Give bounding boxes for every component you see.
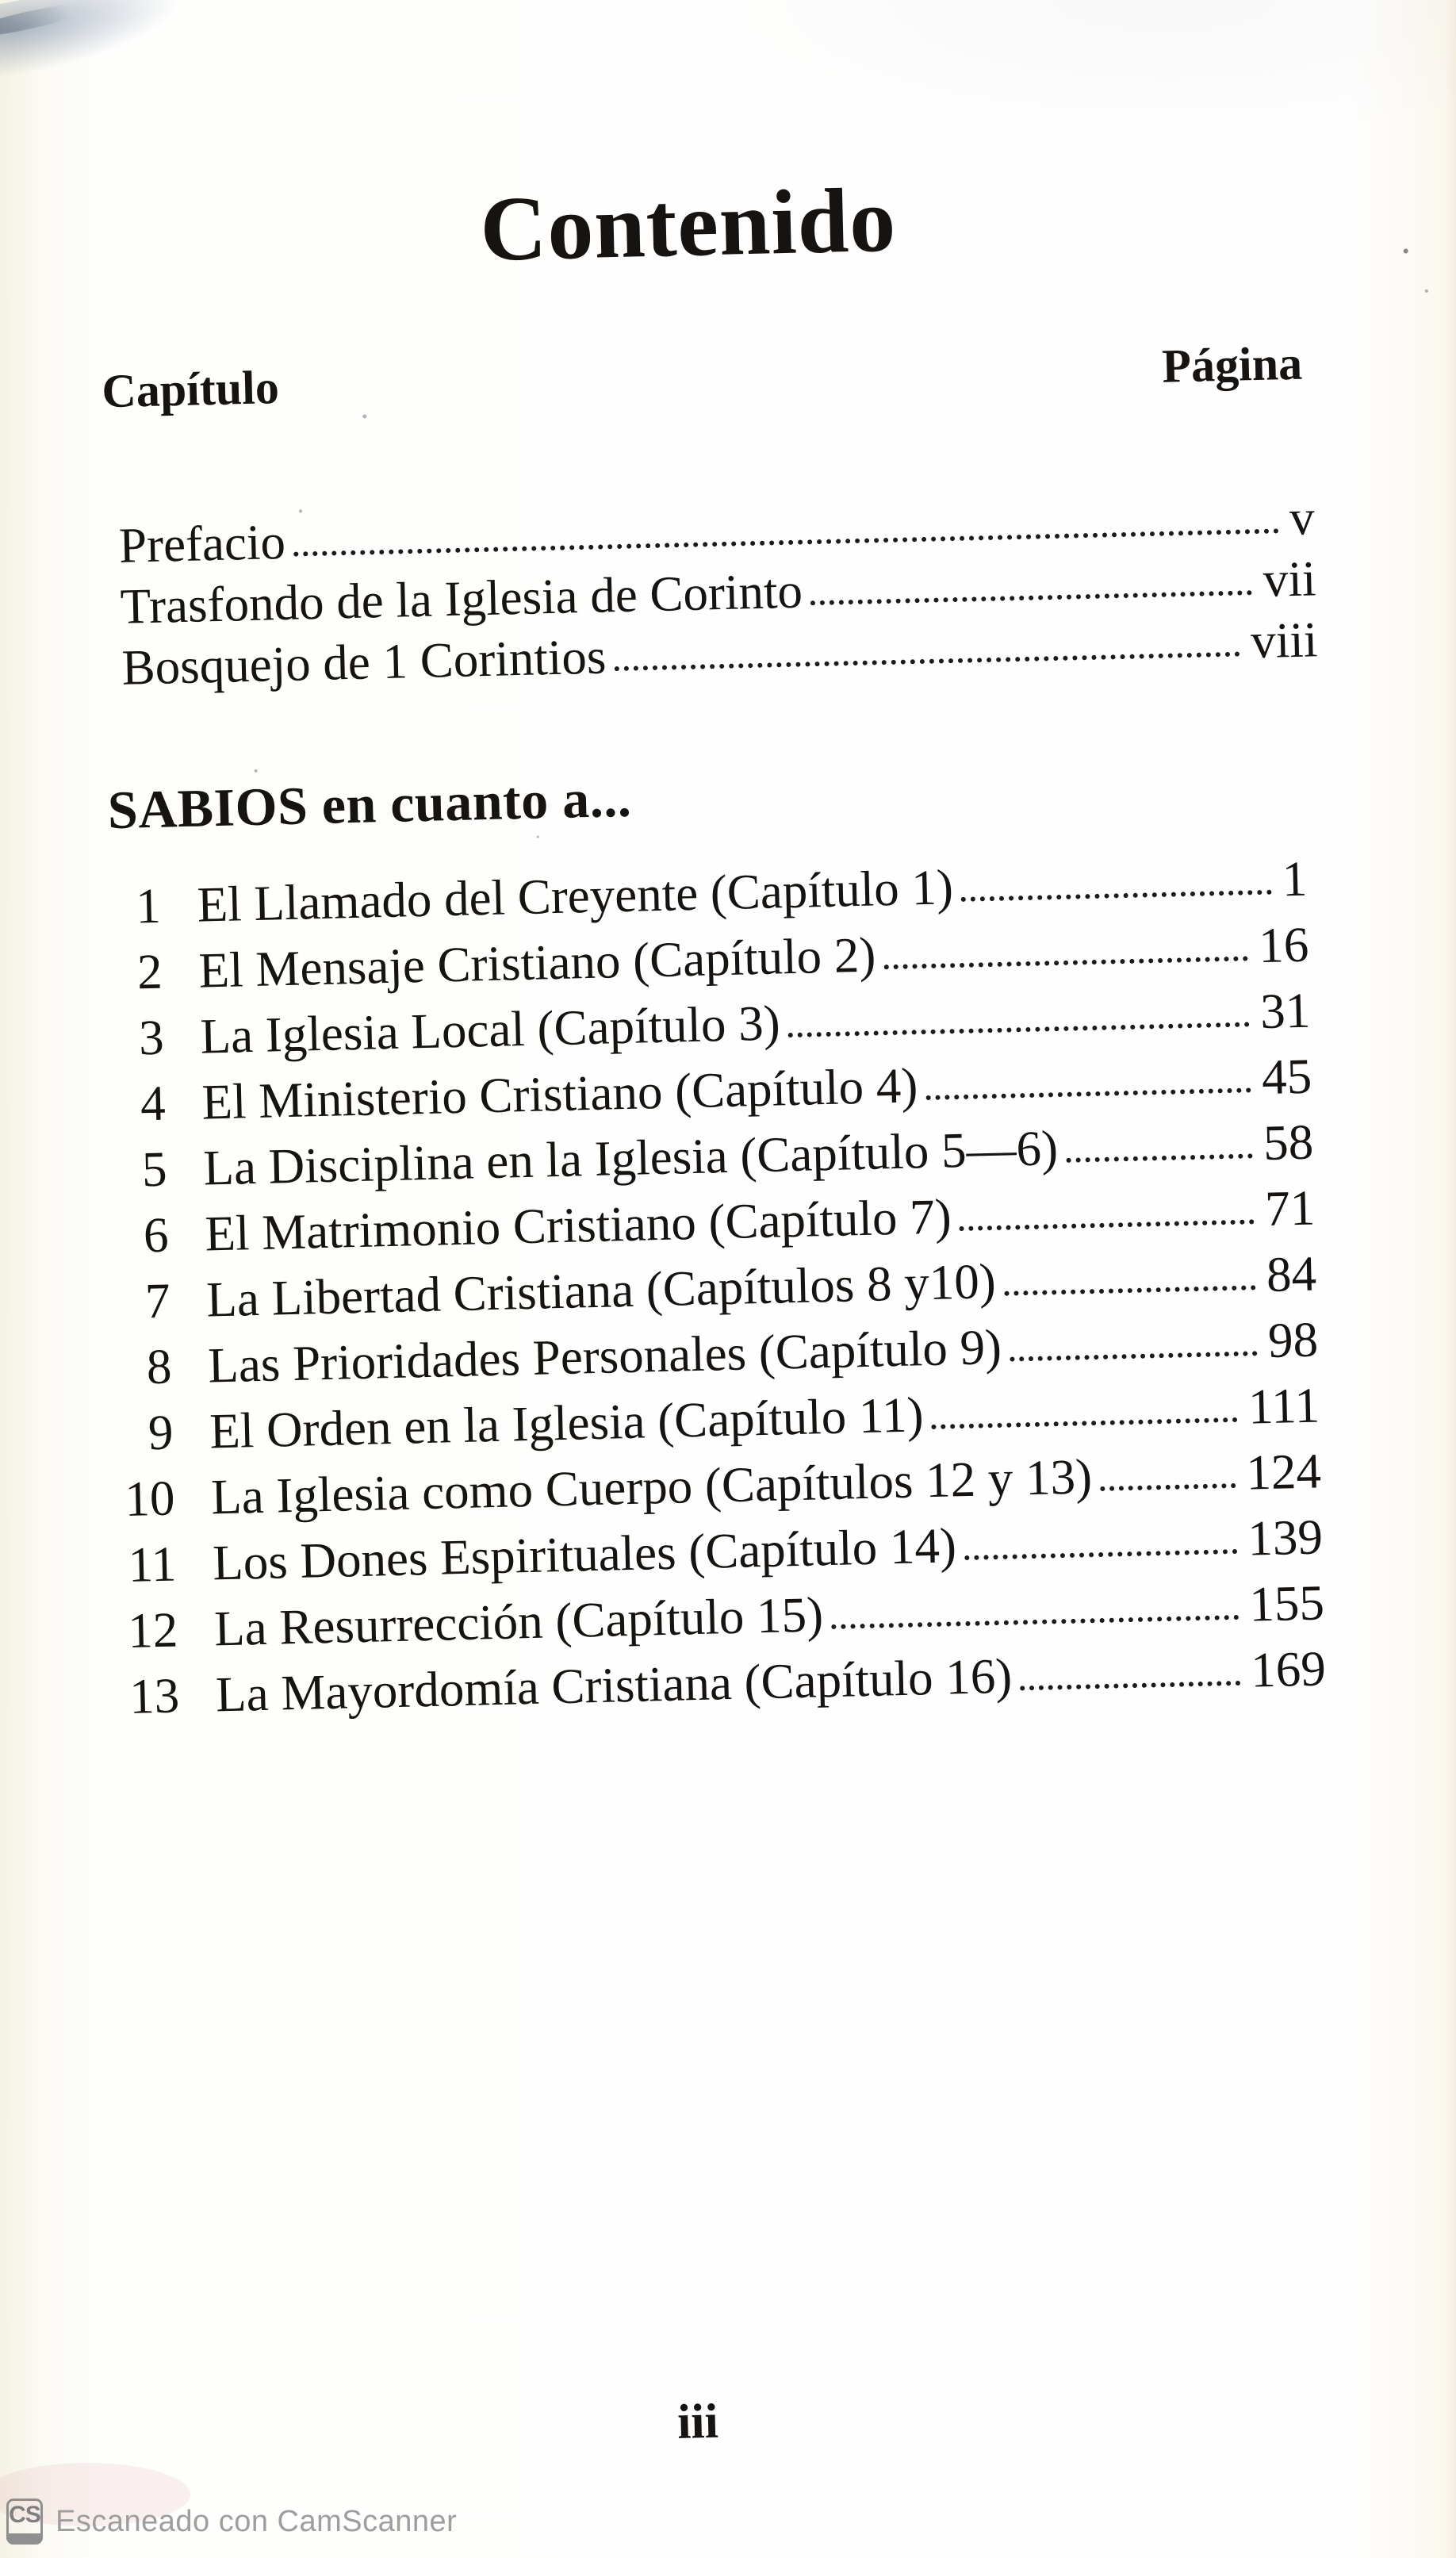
dot-leader — [932, 1417, 1238, 1429]
chapter-number: 8 — [146, 1338, 173, 1395]
entry-title: El Matrimonio Cristiano (Capítulo 7) — [204, 1188, 952, 1262]
entry-page: 98 — [1267, 1311, 1319, 1368]
column-headers — [102, 338, 1303, 417]
entry-page: 169 — [1250, 1640, 1327, 1698]
chapter-number: 4 — [140, 1075, 167, 1132]
scan-speck — [255, 769, 258, 773]
entry-title: Los Dones Espirituales (Capítulo 14) — [212, 1517, 957, 1591]
entry-title: La Iglesia como Cuerpo (Capítulos 12 y 13) — [210, 1448, 1093, 1525]
scan-speck — [362, 414, 366, 418]
entry-title: La Disciplina en la Iglesia (Capítulo 5—6) — [202, 1120, 1059, 1196]
dot-leader — [1066, 1153, 1252, 1163]
entry-title: La Iglesia Local (Capítulo 3) — [199, 995, 781, 1064]
chapter-column-label: Capítulo — [101, 361, 280, 418]
scan-smudge — [0, 0, 209, 94]
dot-leader — [831, 1615, 1238, 1629]
chapter-number: 3 — [138, 1009, 165, 1066]
chapter-number: 6 — [143, 1206, 170, 1264]
entry-title: Prefacio — [118, 513, 286, 573]
dot-leader — [615, 652, 1240, 672]
dot-leader — [293, 528, 1278, 556]
entry-page: 1 — [1281, 850, 1308, 907]
entry-page: 45 — [1261, 1048, 1312, 1106]
dot-leader — [788, 1022, 1250, 1037]
camscanner-watermark — [6, 2499, 457, 2545]
camscanner-watermark-text: Escaneado con CamScanner — [56, 2504, 458, 2538]
entry-page: 31 — [1259, 982, 1312, 1040]
section-heading: SABIOS en cuanto a... — [106, 767, 632, 841]
chapter-number: 1 — [135, 877, 162, 934]
entry-page: 58 — [1263, 1114, 1314, 1172]
entry-page: 16 — [1258, 916, 1310, 974]
page-column-label: Página — [1161, 336, 1303, 393]
entry-title: La Resurrección (Capítulo 15) — [213, 1586, 824, 1657]
chapter-number: 9 — [148, 1404, 174, 1461]
dot-leader — [961, 890, 1271, 902]
dot-leader — [926, 1087, 1251, 1100]
entry-page: 111 — [1247, 1377, 1320, 1435]
chapter-number: 5 — [141, 1141, 168, 1198]
entry-title: Trasfondo de la Iglesia de Corinto — [119, 562, 803, 635]
entry-page: vii — [1263, 550, 1317, 608]
scan-speck — [537, 835, 539, 838]
toc-row — [92, 850, 1308, 934]
dot-leader — [810, 590, 1252, 605]
folio-page-number: iii — [676, 2394, 719, 2449]
dot-leader — [1004, 1285, 1256, 1295]
scan-speck — [1404, 248, 1408, 253]
entry-title: El Llamado del Creyente (Capítulo 1) — [196, 859, 954, 933]
chapter-list — [92, 850, 1327, 1737]
chapter-number: 12 — [127, 1601, 179, 1659]
entry-title: El Ministerio Cristiano (Capítulo 4) — [201, 1057, 919, 1130]
entry-title: El Mensaje Cristiano (Capítulo 2) — [197, 926, 877, 999]
entry-page: 84 — [1266, 1245, 1317, 1302]
entry-page: viii — [1250, 612, 1319, 669]
front-matter-list — [118, 491, 1318, 702]
entry-title: Las Prioridades Personales (Capítulo 9) — [207, 1318, 1002, 1394]
entry-page: 71 — [1264, 1179, 1316, 1237]
chapter-number: 10 — [124, 1470, 176, 1527]
dot-leader — [1010, 1351, 1257, 1361]
entry-title: Bosquejo de 1 Corintios — [121, 628, 607, 696]
chapter-number: 13 — [128, 1667, 181, 1724]
page-title: Contenido — [478, 169, 898, 281]
scan-speck — [1425, 290, 1428, 293]
entry-title: El Orden en la Iglesia (Capítulo 11) — [209, 1386, 925, 1459]
entry-page: 139 — [1247, 1509, 1324, 1567]
entry-page: 155 — [1248, 1574, 1325, 1632]
camscanner-logo-bar — [6, 2533, 43, 2545]
entry-page: v — [1289, 489, 1316, 546]
chapter-number: 7 — [144, 1272, 171, 1329]
dot-leader — [960, 1219, 1255, 1231]
chapter-number: 11 — [127, 1536, 178, 1593]
scan-speck — [299, 509, 302, 512]
scan-streak — [0, 0, 98, 43]
dot-leader — [964, 1549, 1237, 1560]
chapter-number: 2 — [136, 943, 163, 1000]
dot-leader — [884, 956, 1248, 969]
dot-leader — [1020, 1681, 1240, 1691]
entry-title: La Libertad Cristiana (Capítulos 8 y10) — [205, 1253, 997, 1328]
entry-title: La Mayordomía Cristiana (Capítulo 16) — [215, 1647, 1013, 1723]
dot-leader — [1100, 1483, 1236, 1491]
camscanner-logo-letters: CS — [9, 2502, 40, 2528]
camscanner-logo-icon — [6, 2499, 43, 2545]
entry-page: 124 — [1245, 1443, 1322, 1501]
